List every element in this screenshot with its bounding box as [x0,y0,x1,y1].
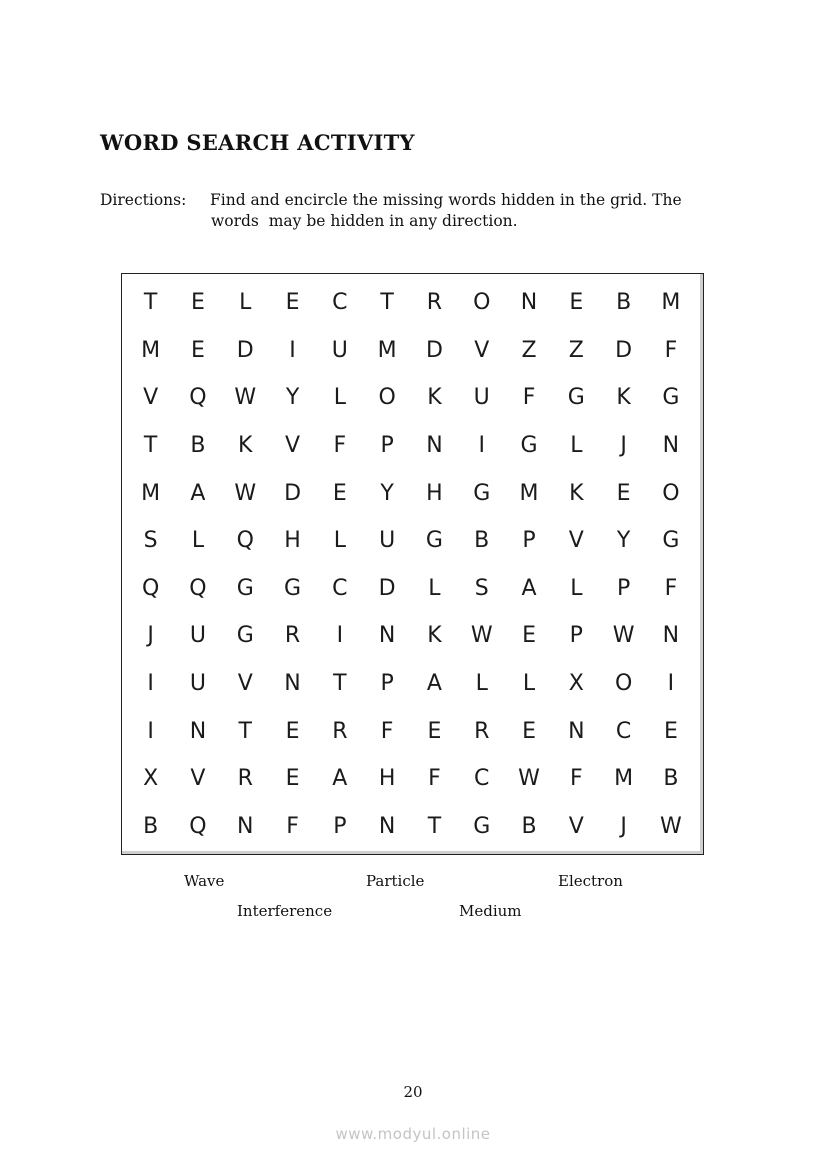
grid-cell[interactable]: A [521,575,537,601]
grid-cell[interactable]: I [147,671,154,697]
grid-cell[interactable]: F [569,766,583,792]
grid-cell[interactable]: F [380,718,394,744]
grid-cell[interactable]: L [191,528,205,554]
grid-cell[interactable]: N [378,623,396,649]
grid-cell[interactable]: N [378,813,396,839]
grid-cell[interactable]: G [520,433,538,459]
grid-cell[interactable]: G [662,385,680,411]
grid-cell[interactable]: H [378,766,396,792]
grid-cell[interactable]: P [380,671,394,697]
grid-cell[interactable]: E [190,337,205,363]
grid-cell[interactable]: F [428,766,441,792]
grid-cell[interactable]: F [664,337,678,363]
grid-cell[interactable]: O [614,671,633,697]
grid-cell[interactable]: D [425,337,443,363]
grid-cell[interactable]: K [427,385,442,411]
grid-cell[interactable]: T [333,671,347,697]
grid-cell[interactable]: V [143,385,159,411]
grid-cell[interactable]: B [190,433,206,459]
grid-cell[interactable]: C [615,718,632,744]
grid-cell[interactable]: V [237,671,253,697]
grid-cell[interactable]: V [568,528,584,554]
grid-cell[interactable]: I [147,718,154,744]
grid-cell[interactable]: W [612,623,635,649]
grid-cell[interactable]: J [147,623,154,649]
grid-cell[interactable]: K [427,623,442,649]
word-bank-item: Particle [366,872,425,890]
grid-cell[interactable]: M [141,480,161,506]
grid-cell[interactable]: E [522,623,536,649]
grid-cell[interactable]: K [238,433,253,459]
grid-cell[interactable]: V [474,337,490,363]
grid-cell[interactable]: D [378,575,396,601]
grid-cell[interactable]: A [426,671,442,697]
grid-cell[interactable]: G [662,528,680,554]
grid-cell[interactable]: G [473,813,491,839]
grid-cell[interactable]: G [236,575,254,601]
grid-cell[interactable]: R [474,718,490,744]
grid-cell[interactable]: E [522,718,536,744]
grid-cell[interactable]: V [190,766,206,792]
grid-cell[interactable]: B [521,813,537,839]
grid-cell[interactable]: R [426,290,443,316]
grid-cell[interactable]: E [332,480,347,506]
grid-cell[interactable]: A [190,480,206,506]
grid-cell[interactable]: T [238,718,252,744]
grid-cell[interactable]: Q [189,575,207,601]
grid-cell[interactable]: T [380,290,394,316]
grid-cell[interactable]: F [522,385,536,411]
grid-cell[interactable]: N [520,290,538,316]
grid-cell[interactable]: D [615,337,633,363]
grid-cell[interactable]: F [286,813,299,839]
grid-cell[interactable]: B [616,290,632,316]
grid-cell[interactable]: W [470,623,493,649]
grid-cell[interactable]: L [570,433,583,459]
word-search-grid-frame [121,273,704,855]
page-number: 20 [403,1083,423,1101]
grid-cell[interactable]: C [332,290,348,316]
grid-cell[interactable]: L [475,671,488,697]
grid-cell[interactable]: Q [141,575,160,601]
grid-cell[interactable]: N [662,623,680,649]
word-bank-item: Medium [459,902,522,920]
watermark: www.modyul.online [335,1125,491,1143]
grid-cell[interactable]: F [664,575,678,601]
grid-cell[interactable]: P [616,575,631,601]
grid-cell[interactable]: O [662,480,680,506]
grid-cell[interactable]: T [427,813,442,839]
grid-cell[interactable]: X [143,766,159,792]
grid-cell[interactable]: L [333,528,346,554]
grid-cell[interactable]: X [568,671,584,697]
grid-cell[interactable]: E [190,290,205,316]
grid-cell[interactable]: M [141,337,161,363]
grid-cell[interactable]: B [474,528,490,554]
grid-cell[interactable]: E [616,480,631,506]
grid-cell[interactable]: L [239,290,252,316]
directions-text-line-1: Find and encircle the missing words hidden in the grid. The [210,191,682,209]
grid-cell[interactable]: P [522,528,536,554]
grid-cell[interactable]: M [661,290,681,316]
grid-cell[interactable]: M [614,766,634,792]
grid-cell[interactable]: I [478,433,485,459]
page-title: WORD SEARCH ACTIVITY [100,130,415,155]
grid-cell[interactable]: L [522,671,536,697]
grid-cell[interactable]: Y [616,528,631,554]
grid-cell[interactable]: D [236,337,254,363]
grid-cell[interactable]: U [189,671,206,697]
grid-cell[interactable]: Q [189,813,207,839]
grid-cell[interactable]: T [143,290,158,316]
grid-cell[interactable]: Y [380,480,394,506]
grid-cell[interactable]: N [568,718,585,744]
grid-cell[interactable]: P [380,433,394,459]
grid-cell[interactable]: C [332,575,348,601]
grid-cell[interactable]: O [378,385,396,411]
grid-cell[interactable]: E [285,766,300,792]
grid-cell[interactable]: B [143,813,159,839]
grid-cell[interactable]: N [426,433,443,459]
word-search-grid [127,279,695,847]
grid-cell[interactable]: H [284,528,301,554]
grid-cell[interactable]: G [236,623,254,649]
grid-cell[interactable]: V [568,813,584,839]
grid-cell[interactable]: W [660,813,682,839]
grid-cell[interactable]: E [427,718,442,744]
grid-cell[interactable]: Y [285,385,300,411]
grid-cell[interactable]: N [662,433,680,459]
grid-cell[interactable]: G [284,575,302,601]
grid-cell[interactable]: P [333,813,347,839]
grid-cell[interactable]: Z [568,337,584,363]
grid-cell[interactable]: C [474,766,490,792]
grid-cell[interactable]: V [285,433,301,459]
grid-cell[interactable]: Z [521,337,537,363]
directions-label: Directions: [100,191,187,209]
grid-cell[interactable]: O [473,290,491,316]
grid-cell[interactable]: L [570,575,583,601]
grid-cell[interactable]: W [234,480,257,506]
word-bank-item: Interference [237,902,333,920]
directions-text-line-2: words may be hidden in any direction. [211,212,518,230]
grid-cell[interactable]: S [143,528,158,554]
grid-cell[interactable]: I [667,671,675,697]
grid-cell[interactable]: G [473,480,491,506]
grid-cell[interactable]: L [333,385,346,411]
grid-cell[interactable]: I [289,337,296,363]
grid-cell[interactable]: K [569,480,584,506]
grid-cell[interactable]: E [663,718,678,744]
grid-cell[interactable]: E [285,718,300,744]
grid-cell[interactable]: W [518,766,540,792]
grid-cell[interactable]: P [569,623,583,649]
grid-cell[interactable]: U [473,385,490,411]
grid-cell[interactable]: L [428,575,441,601]
grid-cell[interactable]: U [189,623,206,649]
grid-cell[interactable]: M [519,480,539,506]
grid-cell[interactable]: R [332,718,348,744]
grid-cell[interactable]: M [377,337,397,363]
grid-cell[interactable]: N [284,671,301,697]
grid-cell[interactable]: T [143,433,158,459]
grid-cell[interactable]: I [336,623,344,649]
grid-cell[interactable]: E [569,290,584,316]
grid-cell[interactable]: R [284,623,301,649]
grid-cell[interactable]: S [474,575,489,601]
grid-cell[interactable]: R [237,766,253,792]
grid-cell[interactable]: D [284,480,302,506]
grid-cell[interactable]: Q [189,385,207,411]
grid-cell[interactable]: J [620,813,627,839]
grid-cell[interactable]: U [331,337,348,363]
grid-cell[interactable]: E [285,290,300,316]
grid-cell[interactable]: Q [236,528,254,554]
grid-cell[interactable]: H [426,480,443,506]
grid-cell[interactable]: G [567,385,585,411]
grid-cell[interactable]: G [425,528,443,554]
grid-cell[interactable]: U [379,528,396,554]
grid-cell[interactable]: F [333,433,347,459]
word-bank-item: Wave [184,872,225,890]
grid-cell[interactable]: B [663,766,679,792]
grid-cell[interactable]: W [234,385,257,411]
grid-cell[interactable]: N [237,813,254,839]
grid-cell[interactable]: J [620,433,627,459]
grid-cell[interactable]: K [616,385,631,411]
word-bank-item: Electron [558,872,623,890]
grid-cell[interactable]: N [189,718,207,744]
grid-cell[interactable]: A [332,766,348,792]
